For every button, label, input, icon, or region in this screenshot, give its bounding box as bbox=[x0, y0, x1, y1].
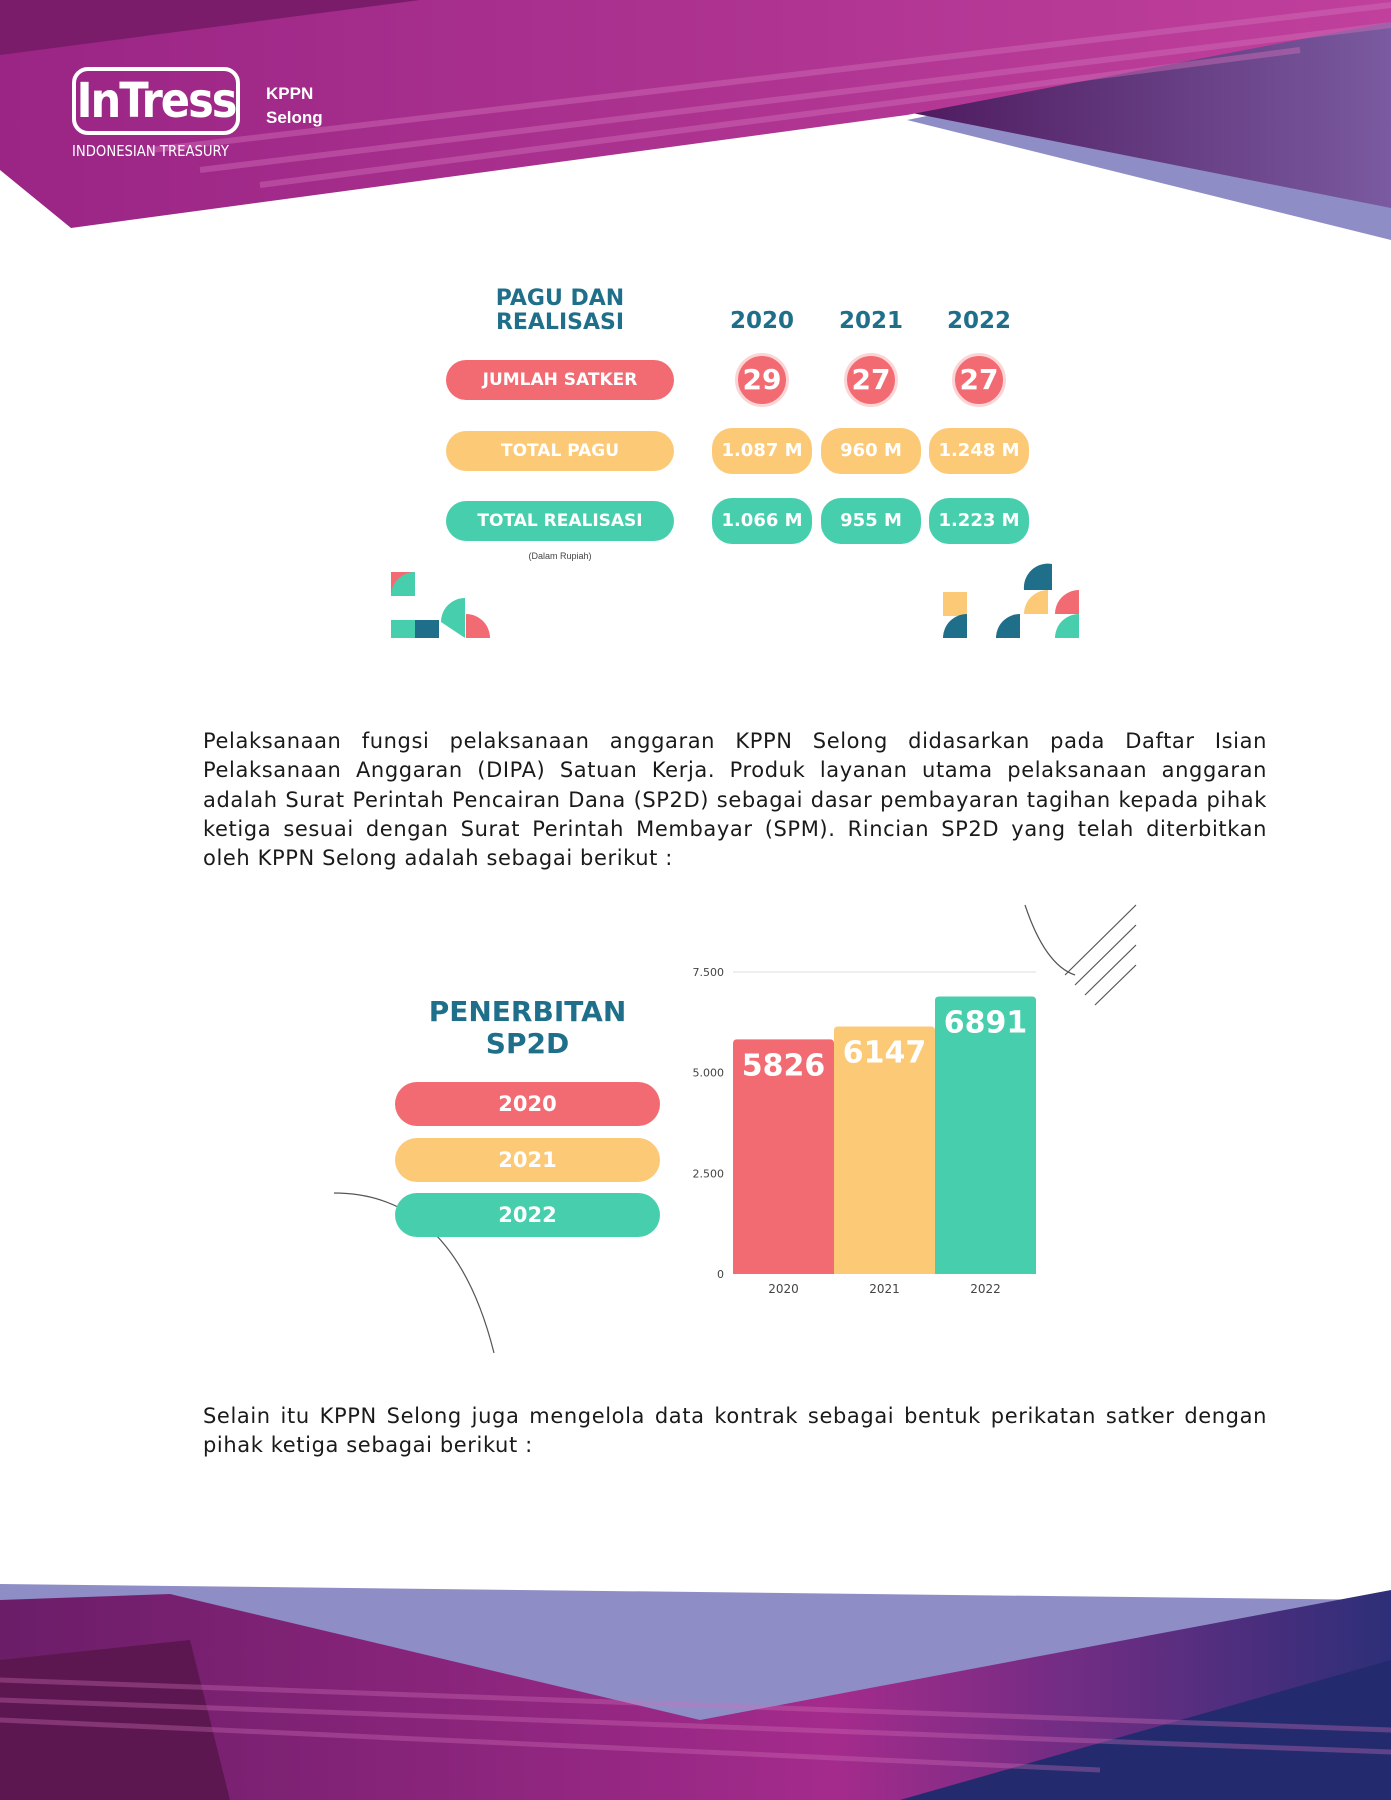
pagu-value: 1.087 M bbox=[712, 428, 812, 474]
chart-title-line1: PENERBITAN bbox=[428, 995, 627, 1028]
x-tick-label: 2022 bbox=[970, 1282, 1001, 1296]
satker-value: 27 bbox=[952, 353, 1006, 407]
body-paragraph-2: Selain itu KPPN Selong juga mengelola data kontrak sebagai bentuk perikatan satker dengan pihak ketiga sebagai berikut : bbox=[203, 1404, 1267, 1458]
body-paragraph-1: Pelaksanaan fungsi pelaksanaan anggaran KPPN Selong didasarkan pada Daftar Isian Pelaksanaan Anggaran (DIPA) Satuan Kerja. Produk layanan utama pelaksanaan anggaran adalah Surat Perintah Pencairan Dana (SP2D) sebagai dasar pembayaran tagihan kepada pihak ketiga sesuai dengan Surat Perintah Membayar (SPM). Rincian SP2D yang telah diterbitkan oleh KPPN Selong adalah sebagai berikut : bbox=[203, 729, 1267, 871]
office-line2: Selong bbox=[266, 108, 323, 127]
row-label-jumlah-satker: JUMLAH SATKER bbox=[446, 360, 674, 400]
satker-value: 29 bbox=[735, 353, 789, 407]
chart-title-line2: SP2D bbox=[485, 1027, 570, 1060]
realisasi-value: 1.223 M bbox=[929, 498, 1029, 544]
satker-value: 27 bbox=[844, 353, 898, 407]
row-label-total-realisasi: TOTAL REALISASI bbox=[446, 501, 674, 541]
y-tick-label: 7.500 bbox=[692, 966, 724, 979]
pagu-value: 960 M bbox=[821, 428, 921, 474]
bar-data-label: 6891 bbox=[943, 1005, 1028, 1041]
y-tick-label: 5.000 bbox=[692, 1066, 724, 1080]
row-label-total-pagu: TOTAL PAGU bbox=[446, 431, 674, 471]
y-tick-label: 2.500 bbox=[692, 1167, 724, 1181]
legend-2020: 2020 bbox=[395, 1082, 660, 1126]
office-line1: KPPN bbox=[266, 84, 314, 103]
x-tick-label: 2020 bbox=[768, 1282, 799, 1296]
pagu-value: 1.248 M bbox=[929, 428, 1029, 474]
intress-logo: InTress bbox=[72, 67, 240, 135]
y-tick-label: 0 bbox=[717, 1268, 724, 1281]
pagu-title-line2: REALISASI bbox=[495, 310, 625, 335]
pagu-title-line1: PAGU DAN bbox=[495, 286, 625, 311]
logo-subtitle: INDONESIAN TREASURY bbox=[72, 142, 229, 160]
realisasi-value: 1.066 M bbox=[712, 498, 812, 544]
x-tick-label: 2021 bbox=[869, 1282, 900, 1296]
bar-data-label: 5826 bbox=[741, 1048, 826, 1084]
legend-2022: 2022 bbox=[395, 1193, 660, 1237]
currency-note: (Dalam Rupiah) bbox=[528, 551, 592, 561]
bar-data-label: 6147 bbox=[842, 1035, 927, 1071]
year-header: 2021 bbox=[838, 308, 903, 334]
legend-2021: 2021 bbox=[395, 1138, 660, 1182]
realisasi-value: 955 M bbox=[821, 498, 921, 544]
year-header: 2020 bbox=[729, 308, 794, 334]
year-header: 2022 bbox=[946, 308, 1011, 334]
